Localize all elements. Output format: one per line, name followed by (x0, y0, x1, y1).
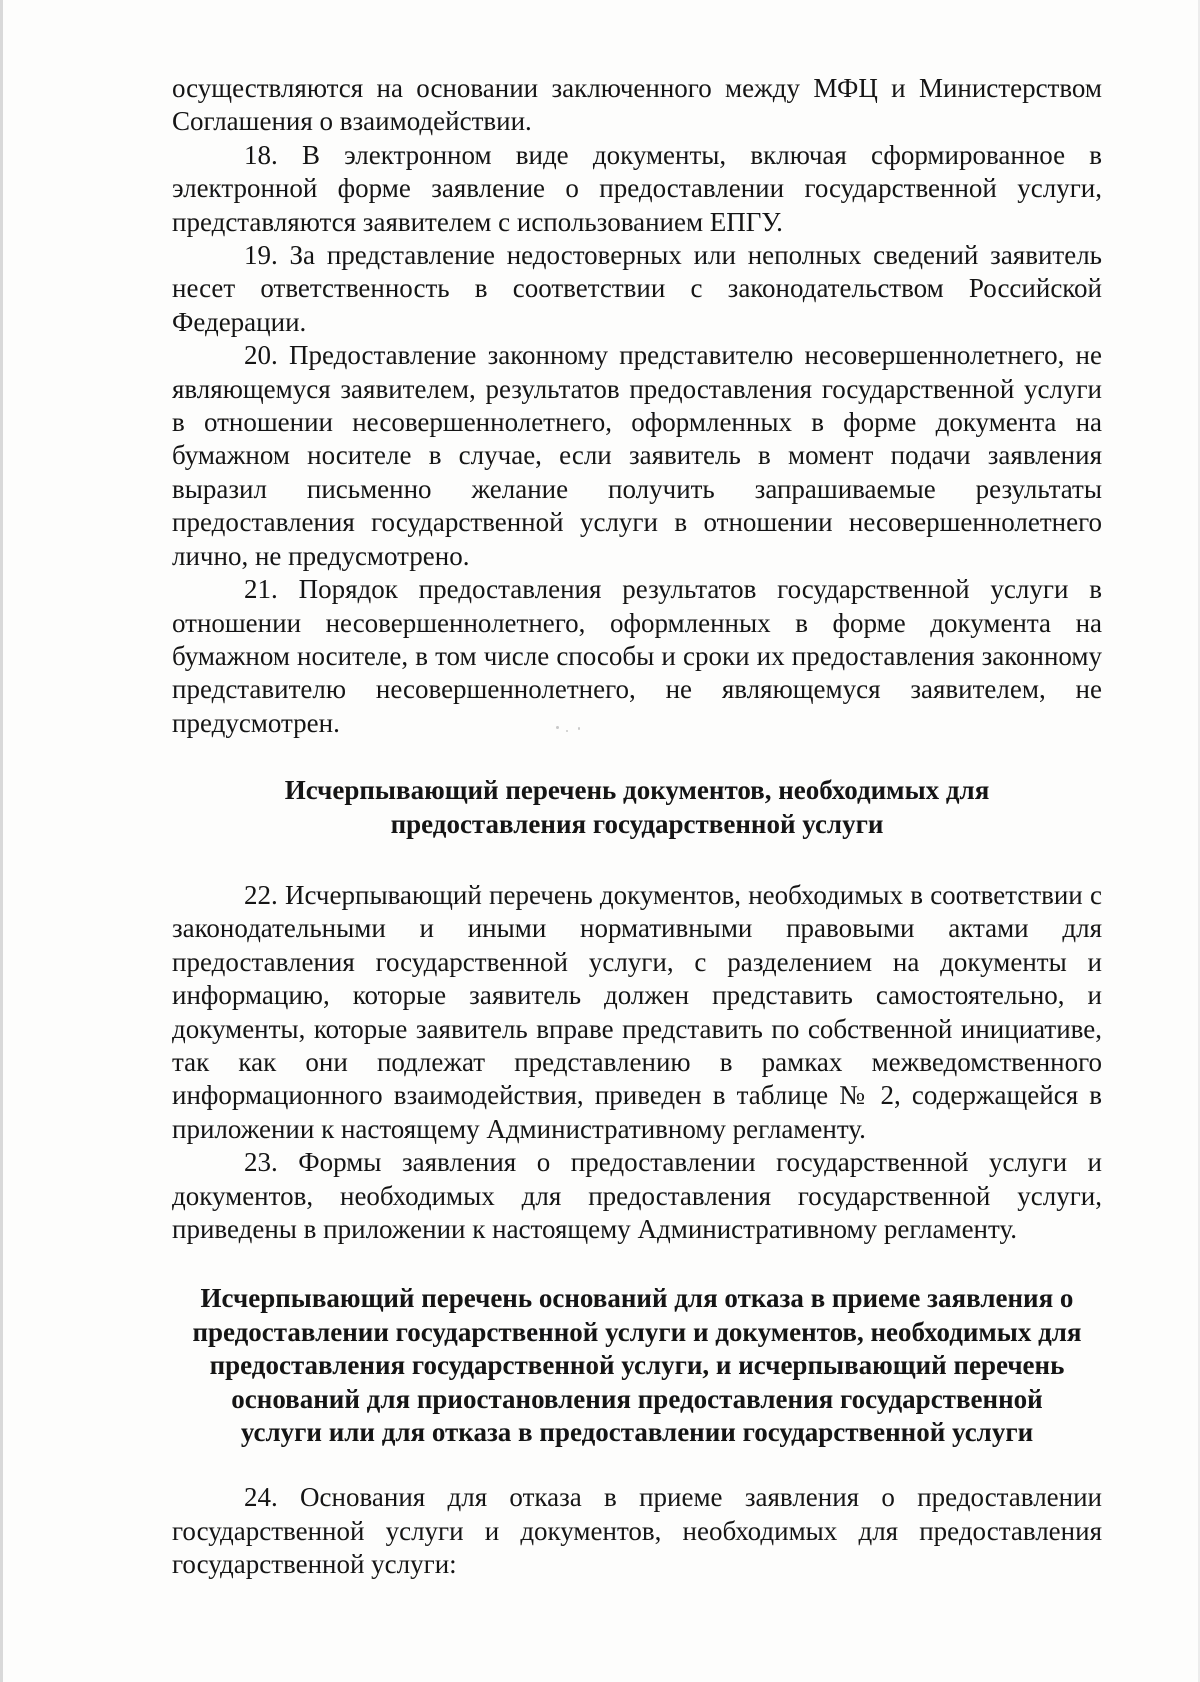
scan-edge-left (0, 0, 3, 1682)
section-heading-documents (172, 774, 1102, 841)
paragraph-24: 24. Основания для отказа в приеме заявления о предоставлении государственной услуги и документов, необходимых для предоставления государственной услуги: (172, 1482, 1102, 1580)
spacer (172, 1246, 1102, 1282)
paragraph-23: 23. Формы заявления о предоставлении государственной услуги и документов, необходимых для предоставления государственной услуги, приведены в приложении к настоящему Административному регламенту. (172, 1147, 1102, 1244)
section-heading-refusal-grounds (172, 1282, 1102, 1449)
spacer (172, 841, 1102, 879)
paragraph-22: 22. Исчерпывающий перечень документов, необходимых в соответствии с законодательными и иными нормативными правовыми актами для предоставления государственной услуги, с разделением на документы и информацию, которые заявитель должен представить самостоятельно, и документы, которые заявитель вправе представить по собственной инициативе, так как они подлежат представлению в рамках межведомственного информационного взаимодействия, приведен в таблице № 2, содержащейся в приложении к настоящему Административному регламенту. (172, 879, 1102, 1144)
paragraph-20: 20. Предоставление законному представителю несовершеннолетнего, не являющемуся заявителем, результатов предоставления государственной услуги в отношении несовершеннолетнего, оформленных в форме документа на бумажном носителе в случае, если заявитель в момент подачи заявления выразил письменно желание получить запрашиваемые результаты предоставления государственной услуги в отношении несовершеннолетнего лично, не предусмотрено. (172, 340, 1102, 571)
paragraph-18: 18. В электронном виде документы, включая сформированное в электронной форме заявление о предоставлении государственной услуги, представляются заявителем с использованием ЕПГУ. (172, 139, 1102, 237)
spacer (172, 740, 1102, 774)
heading-line: Исчерпывающий перечень оснований для отказа в приеме заявления о (200, 1283, 1074, 1314)
document-body (172, 72, 1102, 1582)
heading-line: услуги или для отказа в предоставлении государственной услуги (240, 1417, 1034, 1448)
heading-line: Исчерпывающий перечень документов, необходимых для (284, 775, 990, 806)
heading-line: предоставлении государственной услуги и документов, необходимых для (192, 1316, 1082, 1347)
heading-line: оснований для приостановления предоставления государственной (231, 1383, 1043, 1414)
paragraph-continuation: осуществляются на основании заключенного между МФЦ и Министерством Соглашения о взаимодействии. (172, 73, 1102, 137)
heading-line: предоставления государственной услуги (390, 808, 884, 839)
heading-line: предоставления государственной услуги, и исчерпывающий перечень (209, 1350, 1065, 1381)
paragraph-21: 21. Порядок предоставления результатов государственной услуги в отношении несовершеннолетнего, оформленных в форме документа на бумажном носителе, в том числе способы и сроки их предоставления законному представителю несовершеннолетнего, не являющемуся заявителем, не предусмотрен. (172, 574, 1102, 738)
paragraph-19: 19. За представление недостоверных или неполных сведений заявитель несет ответственность в соответствии с законодательством Российской Федерации. (172, 240, 1102, 337)
spacer (172, 1449, 1102, 1481)
